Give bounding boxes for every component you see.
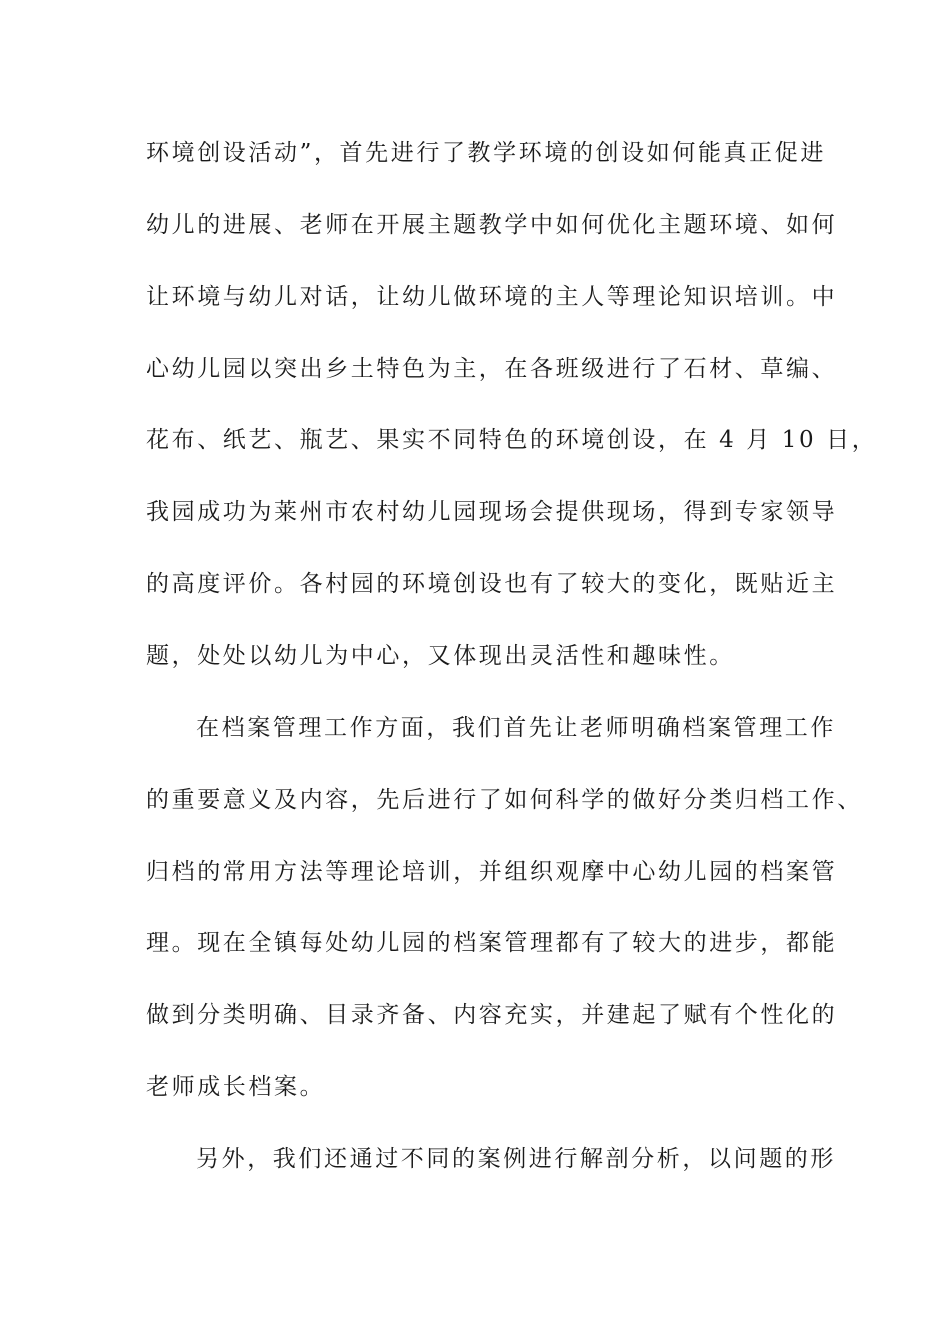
text-line-9: 在档案管理工作方面，我们首先让老师明确档案管理工作 — [196, 715, 836, 741]
text-line-5: 花布、纸艺、瓶艺、果实不同特色的环境创设，在 4 月 10 日， — [146, 427, 878, 453]
text-line-3: 让环境与幼儿对话，让幼儿做环境的主人等理论知识培训。中 — [146, 284, 838, 310]
text-line-10: 的重要意义及内容，先后进行了如何科学的做好分类归档工作、 — [146, 787, 863, 813]
text-line-13: 做到分类明确、目录齐备、内容充实，并建起了赋有个性化的 — [146, 1002, 838, 1028]
text-line-4: 心幼儿园以突出乡土特色为主，在各班级进行了石材、草编、 — [146, 356, 838, 382]
text-line-2: 幼儿的进展、老师在开展主题教学中如何优化主题环境、如何 — [146, 212, 838, 238]
text-line-11: 归档的常用方法等理论培训，并组织观摩中心幼儿园的档案管 — [146, 859, 838, 885]
text-line-7: 的高度评价。各村园的环境创设也有了较大的变化，既贴近主 — [146, 571, 838, 597]
text-line-8: 题，处处以幼儿为中心，又体现出灵活性和趣味性。 — [146, 643, 735, 669]
text-line-15: 另外，我们还通过不同的案例进行解剖分析，以问题的形 — [196, 1146, 836, 1172]
text-line-6: 我园成功为莱州市农村幼儿园现场会提供现场，得到专家领导 — [146, 499, 838, 525]
text-line-14: 老师成长档案。 — [146, 1074, 326, 1100]
text-line-12: 理。现在全镇每处幼儿园的档案管理都有了较大的进步，都能 — [146, 930, 838, 956]
text-line-1: 环境创设活动”，首先进行了教学环境的创设如何能真正促进 — [146, 140, 826, 166]
